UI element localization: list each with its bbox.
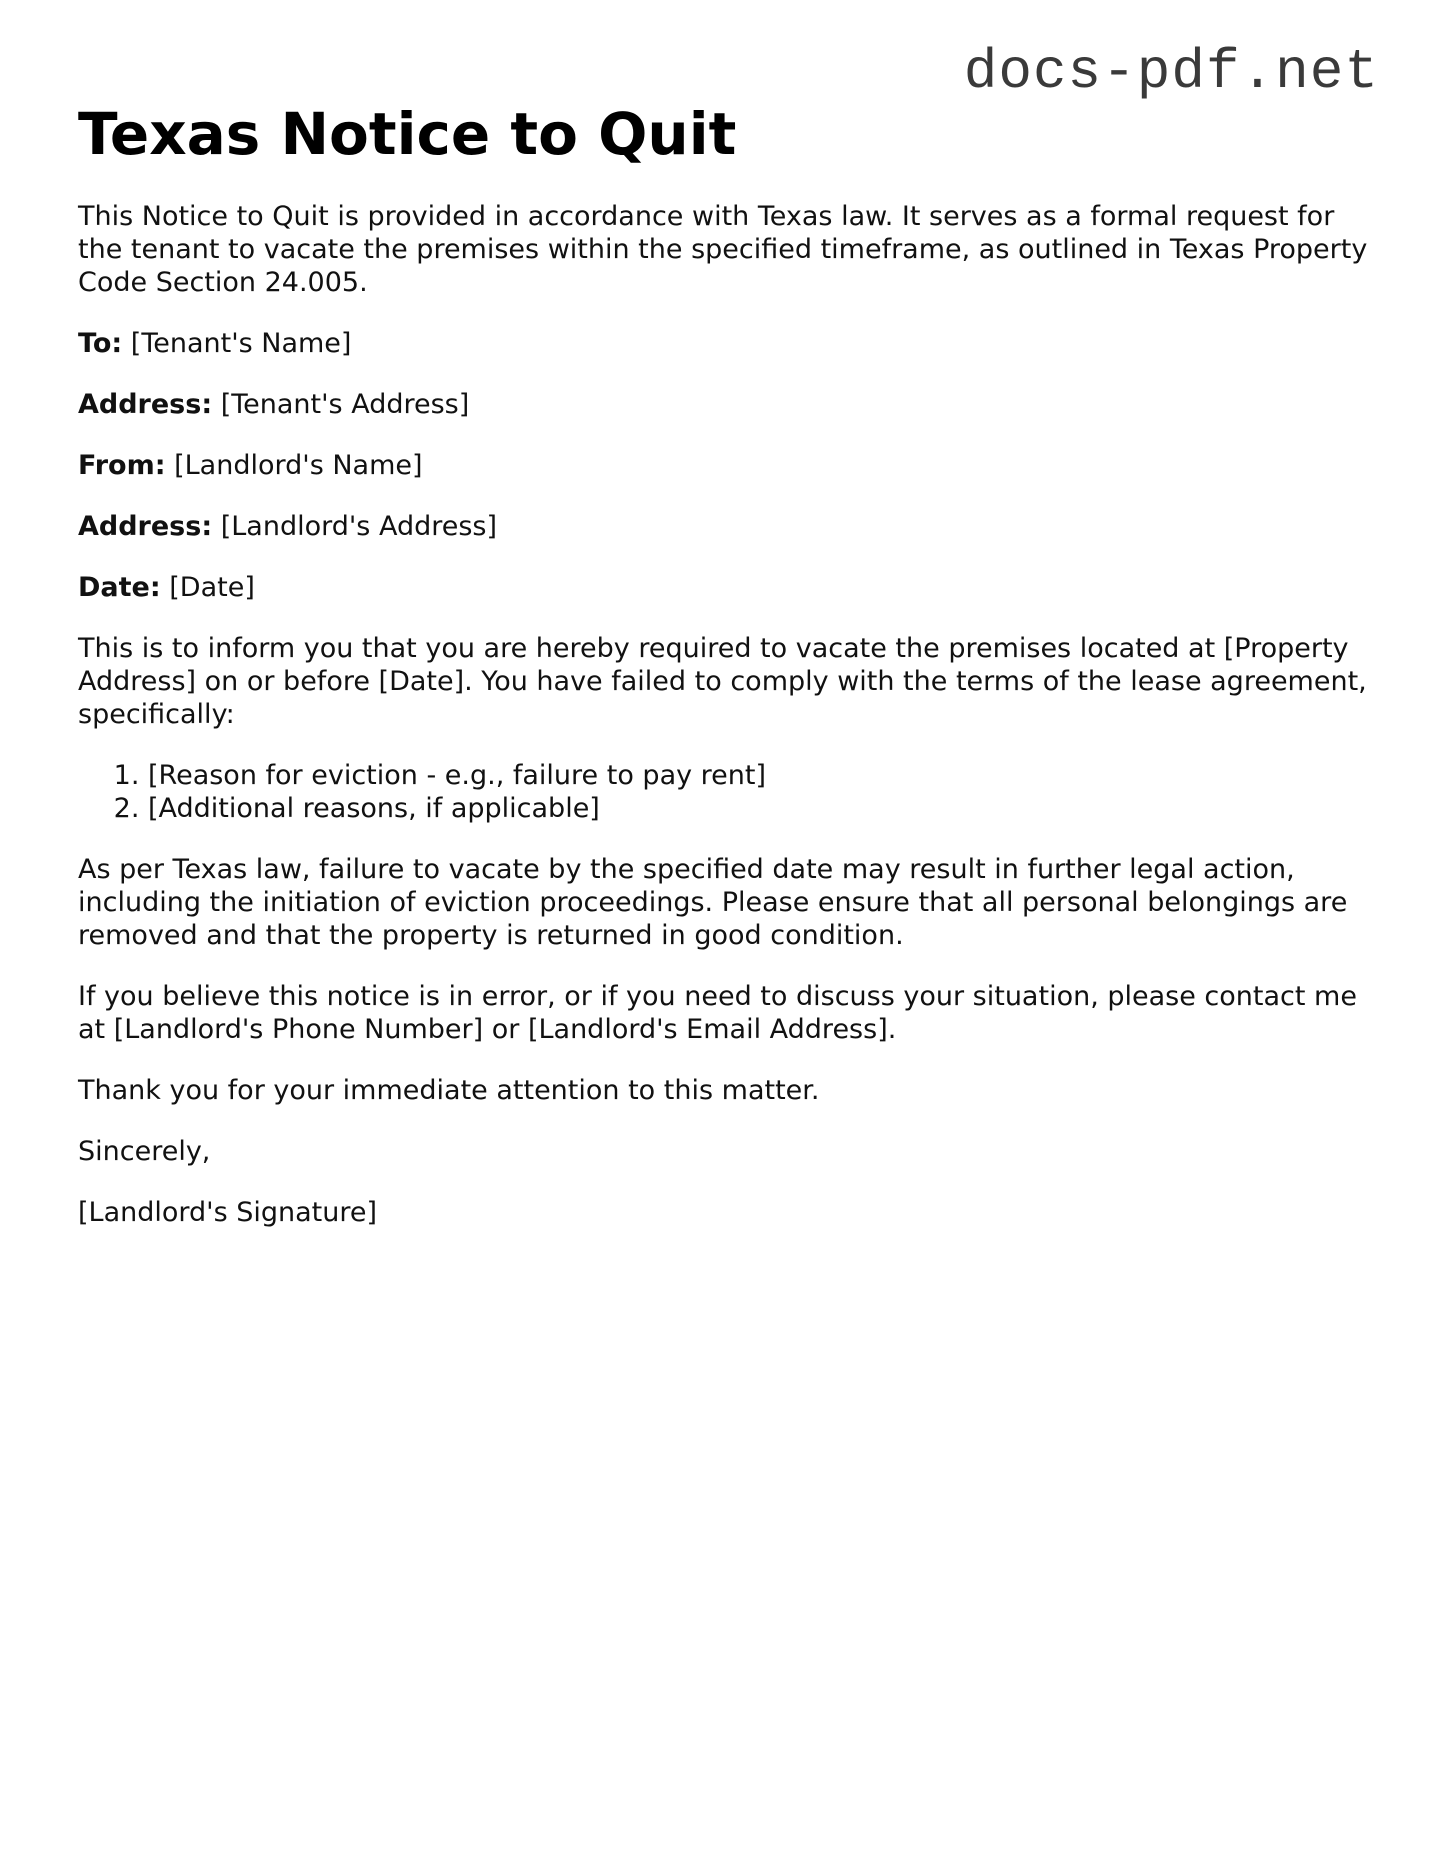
contact-paragraph: If you believe this notice is in error, or if you need to discuss your situation, please contact me at [Landlord's Phone Number] or [Landlord's Email Address].: [78, 980, 1357, 1045]
field-from: [78, 449, 1368, 482]
notice-paragraph: This is to inform you that you are hereby required to vacate the premises located at [Property Address] on or before [Date]. You have failed to comply with the terms of the lease agreement, specifically:: [78, 632, 1367, 730]
list-item: 1. [Reason for eviction - e.g., failure to pay rent]: [148, 759, 1368, 792]
field-value: [Landlord's Name]: [174, 449, 423, 481]
field-value: [Date]: [169, 571, 255, 603]
field-label: To:: [78, 327, 123, 359]
field-label: Address:: [78, 510, 213, 542]
field-date: [78, 571, 1368, 604]
field-value: [Tenant's Address]: [220, 388, 470, 420]
intro-paragraph: This Notice to Quit is provided in accordance with Texas law. It serves as a formal request for the tenant to vacate the premises within the specified timeframe, as outlined in Texas Property Code Section 24.005.: [78, 200, 1368, 298]
legal-paragraph: As per Texas law, failure to vacate by the specified date may result in further legal action, including the initiation of eviction proceedings. Please ensure that all personal belongings are removed and that the property is returned in good condition.: [78, 853, 1348, 951]
field-value: [Tenant's Name]: [130, 327, 352, 359]
signature-placeholder: [Landlord's Signature]: [78, 1196, 378, 1228]
watermark: docs-pdf.net: [963, 40, 1379, 104]
closing: Sincerely,: [78, 1135, 211, 1167]
field-label: Address:: [78, 388, 213, 420]
field-to: [78, 327, 1368, 360]
field-label: From:: [78, 449, 166, 481]
document-body: [78, 100, 1368, 1257]
page-title: Texas Notice to Quit: [78, 100, 737, 168]
list-item: 2. [Additional reasons, if applicable]: [148, 792, 1368, 825]
field-label: Date:: [78, 571, 161, 603]
thanks-paragraph: Thank you for your immediate attention to this matter.: [78, 1074, 820, 1106]
field-tenant-address: [78, 388, 1368, 421]
field-value: [Landlord's Address]: [220, 510, 498, 542]
reasons-list: [78, 759, 1368, 825]
field-landlord-address: [78, 510, 1368, 543]
